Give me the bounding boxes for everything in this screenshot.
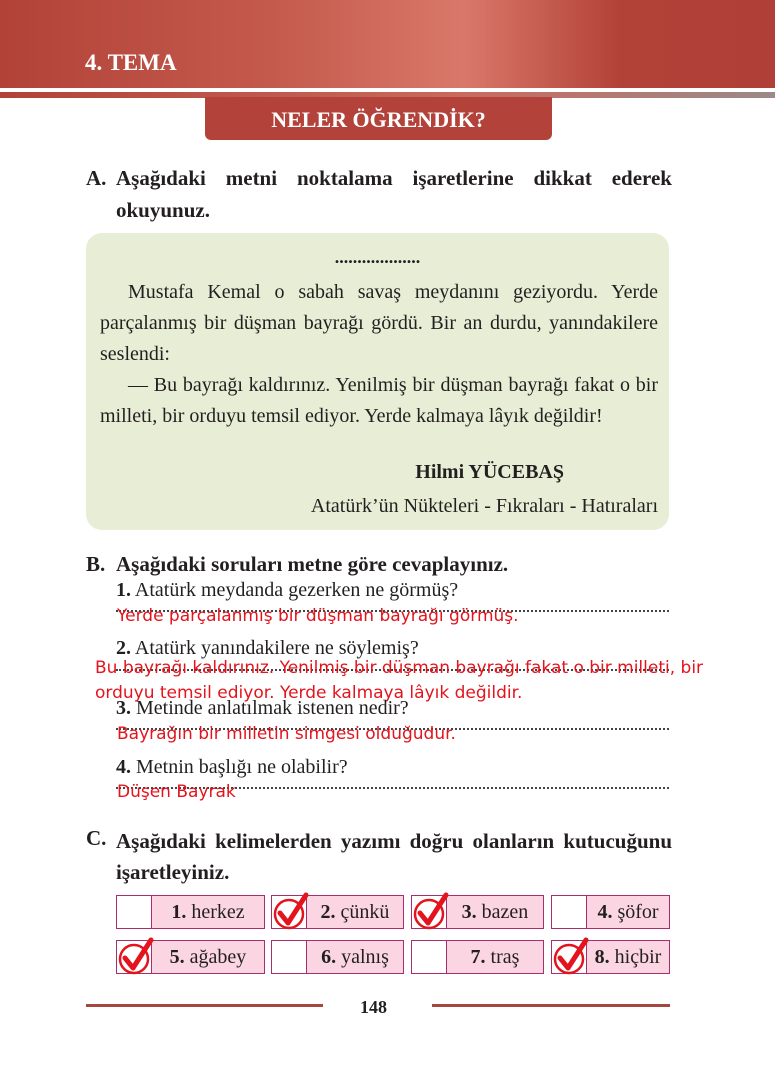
word-number: 3. xyxy=(461,901,477,923)
checkbox[interactable] xyxy=(272,941,307,973)
word-number: 2. xyxy=(320,901,336,923)
theme-label: 4. TEMA xyxy=(85,50,177,75)
reading-box xyxy=(86,233,669,530)
question-text: Atatürk meydanda gezerken ne görmüş? xyxy=(134,579,459,601)
question-3 xyxy=(116,697,409,720)
section-b-instruction: Aşağıdaki soruları metne göre cevaplayınız. xyxy=(116,552,509,576)
question-text: Atatürk yanındakilere ne söylemiş? xyxy=(134,637,419,659)
checkbox[interactable] xyxy=(412,941,447,973)
word-option xyxy=(116,940,265,974)
section-c-letter: C. xyxy=(86,826,107,850)
word-number: 4. xyxy=(597,901,613,923)
text-title-blank: ................... xyxy=(334,247,421,267)
instruction-text: Aşağıdaki metni noktalama işaretlerine dikkat ederek okuyunuz. xyxy=(116,166,672,222)
section-c-instruction: Aşağıdaki kelimelerden yazımı doğru olanların kutucuğunu işaretleyiniz. xyxy=(116,829,672,884)
section-a-instruction xyxy=(86,162,672,226)
page-title: NELER ÖĞRENDİK? xyxy=(205,97,552,140)
author: Hilmi YÜCEBAŞ xyxy=(415,461,564,483)
check-icon xyxy=(413,892,449,930)
word-option xyxy=(551,940,670,974)
word-option xyxy=(411,895,544,929)
answer-1[interactable]: Yerde parçalanmış bir düşman bayrağı görmüş. xyxy=(117,606,519,626)
question-text: Metinde anlatılmak istenen nedir? xyxy=(136,697,409,719)
question-number: 3. xyxy=(116,697,131,719)
answer-2[interactable]: Bu bayrağı kaldırınız. Yenilmiş bir düşman bayrağı fakat o bir milleti, bir orduyu temsil ediyor. Yerde kalmaya lâyık değildir. xyxy=(95,658,704,703)
word-text: hiçbir xyxy=(614,946,662,968)
checkbox[interactable] xyxy=(412,896,447,928)
question-4 xyxy=(116,756,348,779)
answer-3[interactable]: Bayrağın bir milletin simgesi olduğudur. xyxy=(117,724,456,744)
word-text: traş xyxy=(490,946,520,968)
checkbox[interactable] xyxy=(552,896,587,928)
word-label xyxy=(307,941,403,973)
word-text: çünkü xyxy=(340,901,390,923)
word-label xyxy=(447,896,543,928)
word-label xyxy=(307,896,403,928)
question-number: 4. xyxy=(116,756,131,778)
checkbox[interactable] xyxy=(552,941,587,973)
page-number: 148 xyxy=(360,997,387,1017)
word-label xyxy=(152,896,264,928)
question-1 xyxy=(116,579,458,602)
word-option xyxy=(271,895,404,929)
word-option xyxy=(116,895,265,929)
word-label xyxy=(152,941,264,973)
word-number: 5. xyxy=(169,946,185,968)
reading-text xyxy=(100,277,658,432)
word-label xyxy=(587,896,669,928)
word-text: herkez xyxy=(191,901,245,923)
question-number: 2. xyxy=(116,637,131,659)
check-icon xyxy=(553,937,589,975)
section-b-letter: B. xyxy=(86,552,106,576)
paragraph: Mustafa Kemal o sabah savaş meydanını geziyordu. Yerde parçalanmış bir düşman bayrağı gördü. Bir an durdu, yanındakilere seslendi: xyxy=(100,281,658,365)
word-option xyxy=(551,895,670,929)
checkbox[interactable] xyxy=(117,896,152,928)
answer-4[interactable]: Düşen Bayrak xyxy=(117,782,236,802)
check-icon xyxy=(273,892,309,930)
footer-line-left xyxy=(86,1004,323,1007)
word-text: bazen xyxy=(481,901,529,923)
source: Atatürk’ün Nükteleri - Fıkraları - Hatıraları xyxy=(310,495,658,517)
word-option xyxy=(271,940,404,974)
word-number: 6. xyxy=(321,946,337,968)
word-text: yalnış xyxy=(341,946,389,968)
word-label xyxy=(447,941,543,973)
word-text: şöfor xyxy=(617,901,659,923)
checkbox[interactable] xyxy=(272,896,307,928)
check-icon xyxy=(118,937,154,975)
word-option xyxy=(411,940,544,974)
question-text: Metnin başlığı ne olabilir? xyxy=(136,756,348,778)
footer-line-right xyxy=(432,1004,670,1007)
word-number: 8. xyxy=(594,946,610,968)
word-number: 1. xyxy=(171,901,187,923)
paragraph: — Bu bayrağı kaldırınız. Yenilmiş bir düşman bayrağı fakat o bir milleti, bir orduyu temsil ediyor. Yerde kalmaya lâyık değildir! xyxy=(100,374,658,427)
word-label xyxy=(587,941,669,973)
checkbox[interactable] xyxy=(117,941,152,973)
word-number: 7. xyxy=(470,946,486,968)
question-number: 1. xyxy=(116,579,131,601)
section-letter: A. xyxy=(86,166,107,190)
word-text: ağabey xyxy=(189,946,247,968)
